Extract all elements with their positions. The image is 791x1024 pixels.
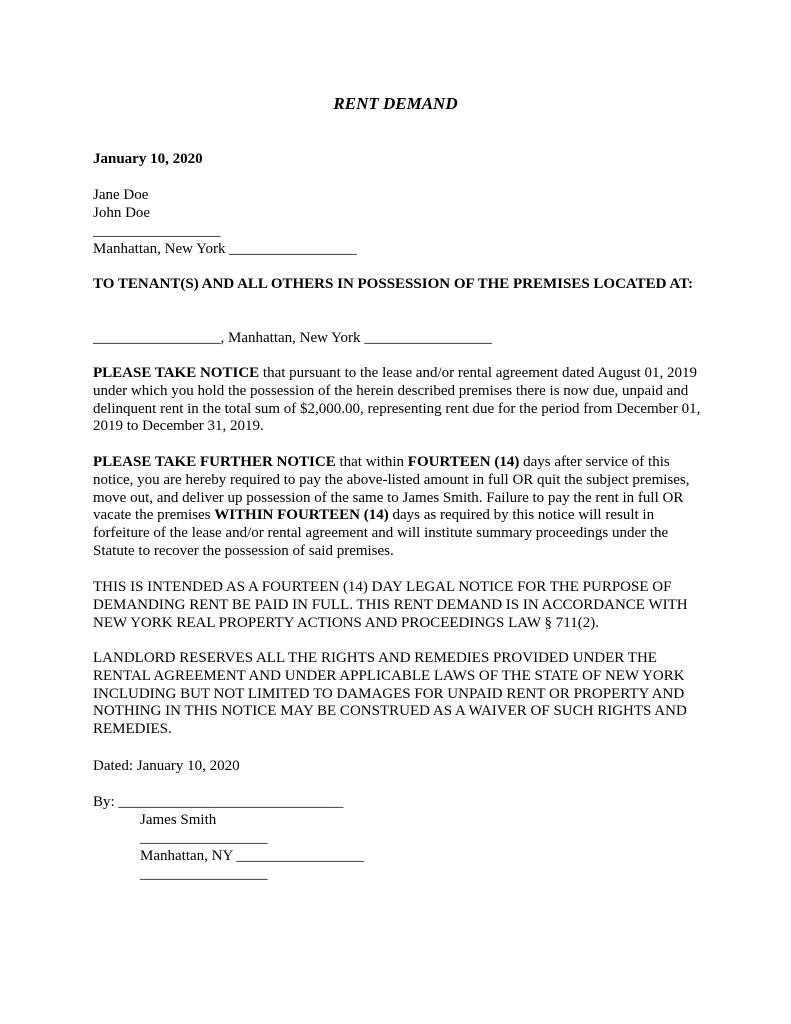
tenant-name-2: John Doe — [93, 205, 151, 221]
fourteen-days-bold: FOURTEEN (14) — [407, 454, 520, 470]
legal-notice-paragraph: THIS IS INTENDED AS A FOURTEEN (14) DAY LEGAL NOTICE FOR THE PURPOSE OF DEMANDING RENT BE PAID IN FULL. THIS RENT DEMAND IS IN ACCORDANCE WITH NEW YORK REAL PROPERTY ACTIONS AND PROCEEDINGS LAW § 711(2). — [93, 579, 688, 631]
document-title: RENT DEMAND — [333, 94, 458, 113]
notice-lead: PLEASE TAKE NOTICE — [93, 365, 260, 381]
tenant-address-blank: _________________ — [93, 223, 221, 239]
notice-date: January 10, 2020 — [93, 151, 203, 167]
tenant-address-city: Manhattan, New York _________________ — [93, 241, 357, 257]
notice-paragraph-2-text-c: days as required by this notice will result in forfeiture of the lease and/or rental agreement and will institute summary proceedings under the Statute to recover the possession of said premises. — [93, 507, 669, 559]
notice-paragraph-1-text: that pursuant to the lease and/or rental agreement dated August 01, 2019 under which you hold the possession of the herein described premises there is now due, unpaid and delinquent rent in the total sum of $2,000.00, representing rent due for the period from December 01, 2019 to December 31, 2019. — [93, 365, 701, 435]
signature-line: By: ______________________________ — [93, 794, 344, 810]
rights-reserved-paragraph: LANDLORD RESERVES ALL THE RIGHTS AND REMEDIES PROVIDED UNDER THE RENTAL AGREEMENT AND UNDER APPLICABLE LAWS OF THE STATE OF NEW YORK INCLUDING BUT NOT LIMITED TO DAMAGES FOR UNPAID RENT OR PROPERTY AND NOTHING IN THIS NOTICE MAY BE CONSTRUED AS A WAIVER OF SUCH RIGHTS AND REMEDIES. — [93, 650, 687, 738]
notice-paragraph-1 — [93, 365, 703, 436]
tenant-name-1: Jane Doe — [93, 187, 149, 203]
signer-address-blank-2: _________________ — [140, 866, 268, 882]
signer-name: James Smith — [140, 812, 217, 828]
signer-city-line: Manhattan, NY _________________ — [140, 848, 365, 864]
signer-address-blank: _________________ — [140, 830, 268, 846]
notice-paragraph-2-text-b: days after service of this notice, you are hereby required to pay the above-listed amount in full OR quit the subject premises, move out, and deliver up possession of the same to James Smith. Failure to pay the rent in full OR vacate the premises — [93, 454, 690, 524]
notice-paragraph-2 — [93, 454, 703, 561]
within-fourteen-bold: WITHIN FOURTEEN (14) — [214, 507, 389, 524]
to-tenants-heading: TO TENANT(S) AND ALL OTHERS IN POSSESSION OF THE PREMISES LOCATED AT: — [93, 276, 694, 292]
further-notice-lead: PLEASE TAKE FURTHER NOTICE — [93, 454, 336, 470]
dated-line: Dated: January 10, 2020 — [93, 758, 240, 774]
premises-address-line: _________________, Manhattan, New York _________________ — [93, 330, 492, 346]
notice-paragraph-2-text-a: that within — [335, 454, 408, 470]
